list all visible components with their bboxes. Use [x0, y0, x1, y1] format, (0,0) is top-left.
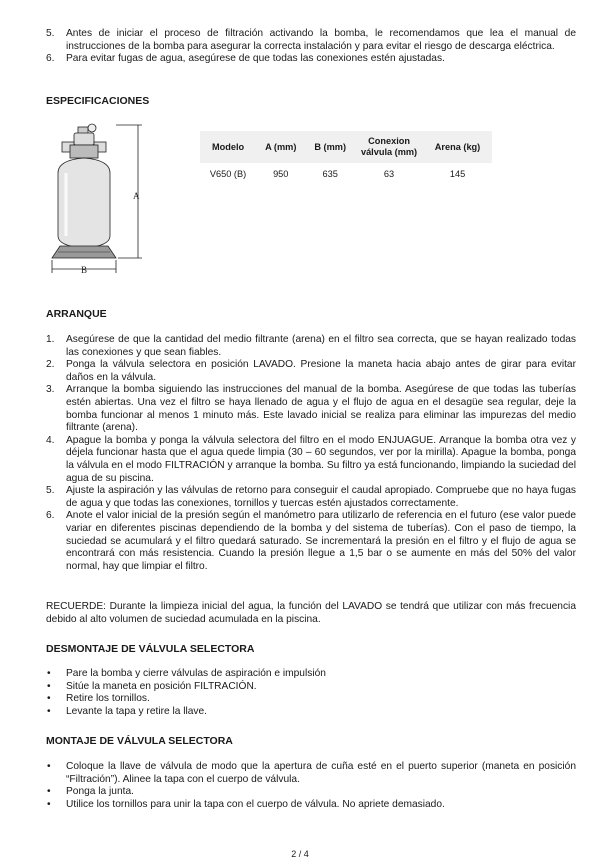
bullet: •: [47, 693, 51, 705]
page-number: 2 / 4: [291, 849, 309, 859]
cell-b: 635: [322, 168, 338, 179]
list-item: [46, 761, 576, 786]
filter-diagram: [46, 118, 156, 278]
item-text: Pare la bomba y cierre válvulas de aspiración e impulsión: [66, 668, 326, 679]
item-text: Levante la tapa y retire la llave.: [66, 705, 208, 717]
bullet: •: [47, 680, 51, 692]
cell-modelo: V650 (B): [209, 168, 247, 179]
item-number: 5.: [46, 28, 55, 39]
item-text: Sitúe la maneta en posición FILTRACIÓN.: [66, 680, 257, 692]
list-item: [46, 786, 576, 799]
col-header-conexion: Conexion válvula (mm): [355, 131, 423, 163]
col-header-arena: Arena (kg): [423, 131, 492, 163]
montaje-list: [46, 761, 576, 811]
col-header-a: A (mm): [256, 131, 305, 163]
item-text: Utilice los tornillos para unir la tapa con el cuerpo de válvula. No apriete demasiado.: [66, 798, 445, 810]
item-text: Ponga la junta.: [66, 786, 134, 798]
list-item: [46, 799, 576, 812]
desmontaje-list: [46, 668, 576, 718]
recuerde-note: RECUERDE: Durante la limpieza inicial del agua, la función del LAVADO se tendrá que utilizar con más frecuencia debido al alto volumen de suciedad acumulada en la piscina.: [46, 601, 576, 625]
list-item: [46, 706, 576, 719]
bullet: •: [47, 761, 51, 772]
desmontaje-heading: DESMONTAJE DE VÁLVULA SELECTORA: [46, 643, 255, 655]
arranque-item-2: [46, 359, 576, 384]
item-text: Apague la bomba y ponga la válvula selectora del filtro en el modo ENJUAGUE. Arranque la bomba otra vez y déjela funcionar hasta que el agua quede limpia (30 – 60 segundos, ver por la mirilla). Apague la bomba, ponga la válvula en el modo FILTRACIÓN y arranque la bomba. Su filtro ya está funcionando, limpiando la suciedad del agua de su piscina.: [66, 434, 576, 484]
arranque-list: [46, 334, 576, 573]
cell-arena: 145: [449, 168, 466, 179]
dimension-b-label: B: [81, 265, 88, 275]
cell-a: 950: [273, 168, 289, 179]
list-item: [46, 681, 576, 694]
cell-conexion: 63: [383, 168, 395, 179]
arranque-item-4: [46, 435, 576, 485]
pressure-gauge: [88, 124, 96, 132]
list-item: [46, 693, 576, 706]
intro-list: [46, 28, 576, 66]
item-text: Antes de iniciar el proceso de filtración activando la bomba, le recomendamos que lea el manual de instrucciones de la bomba para asegurar la correcta instalación y para evitar el riesgo de descarga eléctrica.: [66, 28, 576, 52]
item-text: Ponga la válvula selectora en posición LAVADO. Presione la maneta hacia abajo antes de girar para evitar daños en la válvula.: [66, 359, 576, 383]
arranque-item-3: [46, 384, 576, 434]
arranque-item-1: [46, 334, 576, 359]
col-header-b: B (mm): [305, 131, 355, 163]
intro-item-5: [46, 28, 576, 53]
valve-neck: [70, 145, 98, 158]
item-number: 3.: [46, 384, 55, 396]
arranque-item-5: [46, 485, 576, 510]
item-text: Retire los tornillos.: [66, 693, 150, 705]
item-number: 6.: [46, 510, 55, 522]
item-text: Coloque la llave de válvula de modo que la apertura de cuña esté en el puerto superior (maneta en posición “Filtración”). Alinee la tapa con el cuerpo de válvula.: [66, 761, 576, 785]
bullet: •: [47, 786, 51, 798]
item-text: Anote el valor inicial de la presión según el manómetro para utilizarlo de referencia en el futuro (ese valor puede variar en diferentes piscinas dependiendo de la bomba y del sistema de tuberías). Con el paso de tiempo, la suciedad se acumulará y el filtro quedará saturado. Se incrementará la presión en el filtro y el flujo de agua se encontrará con más resistencia. Cuando la presión llegue a 1,5 bar o se aumente en más del 50% del valor normal, hay que limpiar el filtro.: [66, 510, 576, 572]
item-number: 2.: [46, 359, 55, 371]
montaje-heading: MONTAJE DE VÁLVULA SELECTORA: [46, 735, 233, 747]
item-text: Ajuste la aspiración y las válvulas de retorno para conseguir el caudal apropiado. Compruebe que no haya fugas de agua y que todas las conexiones, tornillos y tuercas estén ajustados correctamente.: [66, 485, 576, 509]
item-number: 5.: [46, 485, 55, 497]
table-row: [200, 163, 492, 185]
table-header-row: [200, 131, 492, 163]
item-text: Para evitar fugas de agua, asegúrese de que todas las conexiones estén ajustadas.: [66, 53, 445, 65]
bullet: •: [47, 668, 51, 679]
specs-heading: ESPECIFICACIONES: [46, 95, 150, 107]
arranque-item-6: [46, 510, 576, 573]
bullet: •: [47, 705, 51, 717]
item-number: 6.: [46, 53, 55, 65]
col-header-modelo: Modelo: [200, 131, 256, 163]
bullet: •: [47, 798, 51, 810]
specs-table: [200, 131, 492, 185]
item-number: 4.: [46, 434, 55, 446]
dimension-a-label: A: [133, 191, 140, 201]
intro-item-6: [46, 53, 576, 66]
item-text: Arranque la bomba siguiendo las instrucciones del manual de la bomba. Asegúrese de que todas las tuberías estén abiertas. Una vez el filtro se haya llenado de agua y el flujo de agua en el desagüe sea regular, deje la bomba funcionar al menos 1 minuto más. Este lavado inicial se realiza para eliminar las impurezas del medio filtrante (arena).: [66, 384, 576, 434]
list-item: [46, 668, 576, 681]
item-number: 1.: [46, 334, 55, 345]
item-text: Asegúrese de que la cantidad del medio filtrante (arena) en el filtro sea correcta, que se hayan realizado todas las conexiones y que sean fiables.: [66, 334, 576, 358]
arranque-heading: ARRANQUE: [46, 308, 107, 320]
valve-body: [74, 133, 94, 145]
